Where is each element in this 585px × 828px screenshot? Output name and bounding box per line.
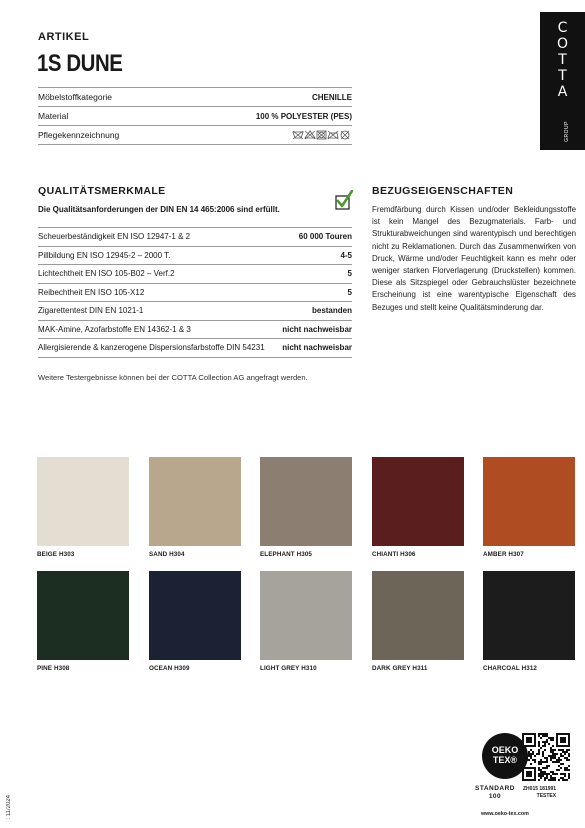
document-date: : 11/2024 bbox=[6, 795, 12, 820]
quality-value: bestanden bbox=[311, 306, 352, 316]
quality-row bbox=[38, 283, 352, 302]
quality-subtitle: Die Qualitätsanforderungen der DIN EN 14 465:2006 sind erfüllt. bbox=[38, 205, 280, 214]
quality-label: Scheuerbeständigkeit EN ISO 12947-1 & 2 bbox=[38, 232, 191, 242]
swatch-label: BEIGE H303 bbox=[37, 551, 75, 558]
swatch-label: ELEPHANT H305 bbox=[260, 551, 313, 558]
quality-heading: QUALITÄTSMERKMALE bbox=[38, 185, 166, 197]
quality-row bbox=[38, 246, 352, 265]
oeko-url: www.oeko-tex.com bbox=[481, 811, 529, 817]
quality-table bbox=[38, 227, 352, 358]
quality-footnote: Weitere Testergebnisse können bei der COTTA Collection AG angefragt werden. bbox=[38, 373, 308, 382]
oeko-line2: TEX® bbox=[492, 755, 518, 765]
color-swatch bbox=[37, 571, 129, 660]
color-swatch bbox=[372, 457, 464, 546]
product-name: 1S DUNE bbox=[37, 50, 123, 77]
quality-value: nicht nachweisbar bbox=[282, 324, 352, 334]
property-label: Pflegekennzeichnung bbox=[38, 130, 120, 140]
color-swatch bbox=[372, 571, 464, 660]
quality-row bbox=[38, 264, 352, 283]
quality-row bbox=[38, 338, 352, 358]
care-symbols bbox=[292, 130, 352, 140]
swatch-label: CHARCOAL H312 bbox=[483, 665, 538, 672]
cover-properties-heading: BEZUGSEIGENSCHAFTEN bbox=[372, 185, 514, 197]
oeko-certificate bbox=[523, 786, 556, 800]
checkmark-icon bbox=[335, 190, 353, 210]
quality-value: nicht nachweisbar bbox=[282, 343, 352, 353]
color-swatch bbox=[483, 457, 575, 546]
swatch-label: SAND H304 bbox=[149, 551, 185, 558]
care-icons bbox=[292, 130, 352, 140]
quality-value: 60 000 Touren bbox=[298, 232, 352, 242]
swatch-label: LIGHT GREY H310 bbox=[260, 665, 317, 672]
quality-label: Allergisierende & kanzerogene Dispersionsfarbstoffe DIN 54231 bbox=[38, 343, 265, 353]
brand-group-label: GROUP bbox=[564, 121, 570, 142]
brand-letter: T bbox=[558, 68, 567, 84]
swatch-label: DARK GREY H311 bbox=[372, 665, 428, 672]
brand-letter: C bbox=[557, 20, 568, 36]
color-swatch bbox=[483, 571, 575, 660]
oeko-standard-label: STANDARD bbox=[475, 785, 515, 792]
property-value: CHENILLE bbox=[312, 92, 352, 102]
quality-value: 5 bbox=[347, 287, 352, 297]
article-label: ARTIKEL bbox=[38, 31, 90, 43]
color-swatch bbox=[37, 457, 129, 546]
property-row bbox=[38, 106, 352, 125]
oeko-standard bbox=[470, 785, 520, 801]
brand-letter: T bbox=[558, 52, 567, 68]
oeko-code: ZH015 181991 bbox=[523, 786, 557, 792]
swatch-label: CHIANTI H306 bbox=[372, 551, 416, 558]
property-row bbox=[38, 87, 352, 106]
swatch-label: OCEAN H309 bbox=[149, 665, 190, 672]
color-swatch bbox=[260, 457, 352, 546]
brand-logo bbox=[540, 12, 585, 150]
brand-letter: O bbox=[556, 36, 569, 52]
quality-row bbox=[38, 227, 352, 246]
color-swatch bbox=[260, 571, 352, 660]
property-label: Material bbox=[38, 111, 69, 121]
property-label: Möbelstoffkategorie bbox=[38, 92, 113, 102]
qr-code-icon bbox=[522, 733, 570, 781]
quality-row bbox=[38, 320, 352, 339]
swatch-label: AMBER H307 bbox=[483, 551, 524, 558]
brand-letter: A bbox=[557, 84, 568, 100]
oeko-standard-number: 100 bbox=[488, 793, 502, 800]
quality-value: 4-5 bbox=[340, 250, 352, 260]
quality-label: Lichtechtheit EN ISO 105-B02 – Verf.2 bbox=[38, 269, 175, 279]
property-row bbox=[38, 125, 352, 145]
oeko-institute: TESTEX bbox=[536, 793, 557, 799]
properties-table bbox=[38, 87, 352, 145]
oeko-line1: OEKO bbox=[491, 745, 519, 755]
quality-row bbox=[38, 301, 352, 320]
quality-label: Reibechtheit EN ISO 105-X12 bbox=[38, 287, 145, 297]
quality-label: MAK-Amine, Azofarbstoffe EN 14362-1 & 3 bbox=[38, 324, 191, 334]
quality-label: Pillbildung EN ISO 12945-2 – 2000 T. bbox=[38, 250, 171, 260]
cover-properties-text: Fremdfärbung durch Kissen und/oder Bekleidungsstoffe ist kein Mangel des Bezugmaterials. Farb- und Strukturabweichungen sind warentypisch und berechtigen nicht zu Reklamationen. Durch das Zusammenwirken von Druck, Wärme und/oder Feuchtigkeit kann es mehr oder weniger starken Florverlagerung (Druckstellen) kommen. Diese als Sitzspiegel oder Gebrauchslüster bezeichnete Erscheinung ist eine warentypische Eigenschaft des Bezuges und stellt keine Qualitätsminderung dar. bbox=[372, 205, 576, 312]
quality-label: Zigarettentest DIN EN 1021-1 bbox=[38, 306, 144, 316]
quality-value: 5 bbox=[347, 269, 352, 279]
swatch-label: PINE H308 bbox=[37, 665, 70, 672]
color-swatch bbox=[149, 457, 241, 546]
color-swatch bbox=[149, 571, 241, 660]
brand-wordmark bbox=[540, 20, 585, 100]
property-value: 100 % POLYESTER (PES) bbox=[255, 111, 352, 121]
